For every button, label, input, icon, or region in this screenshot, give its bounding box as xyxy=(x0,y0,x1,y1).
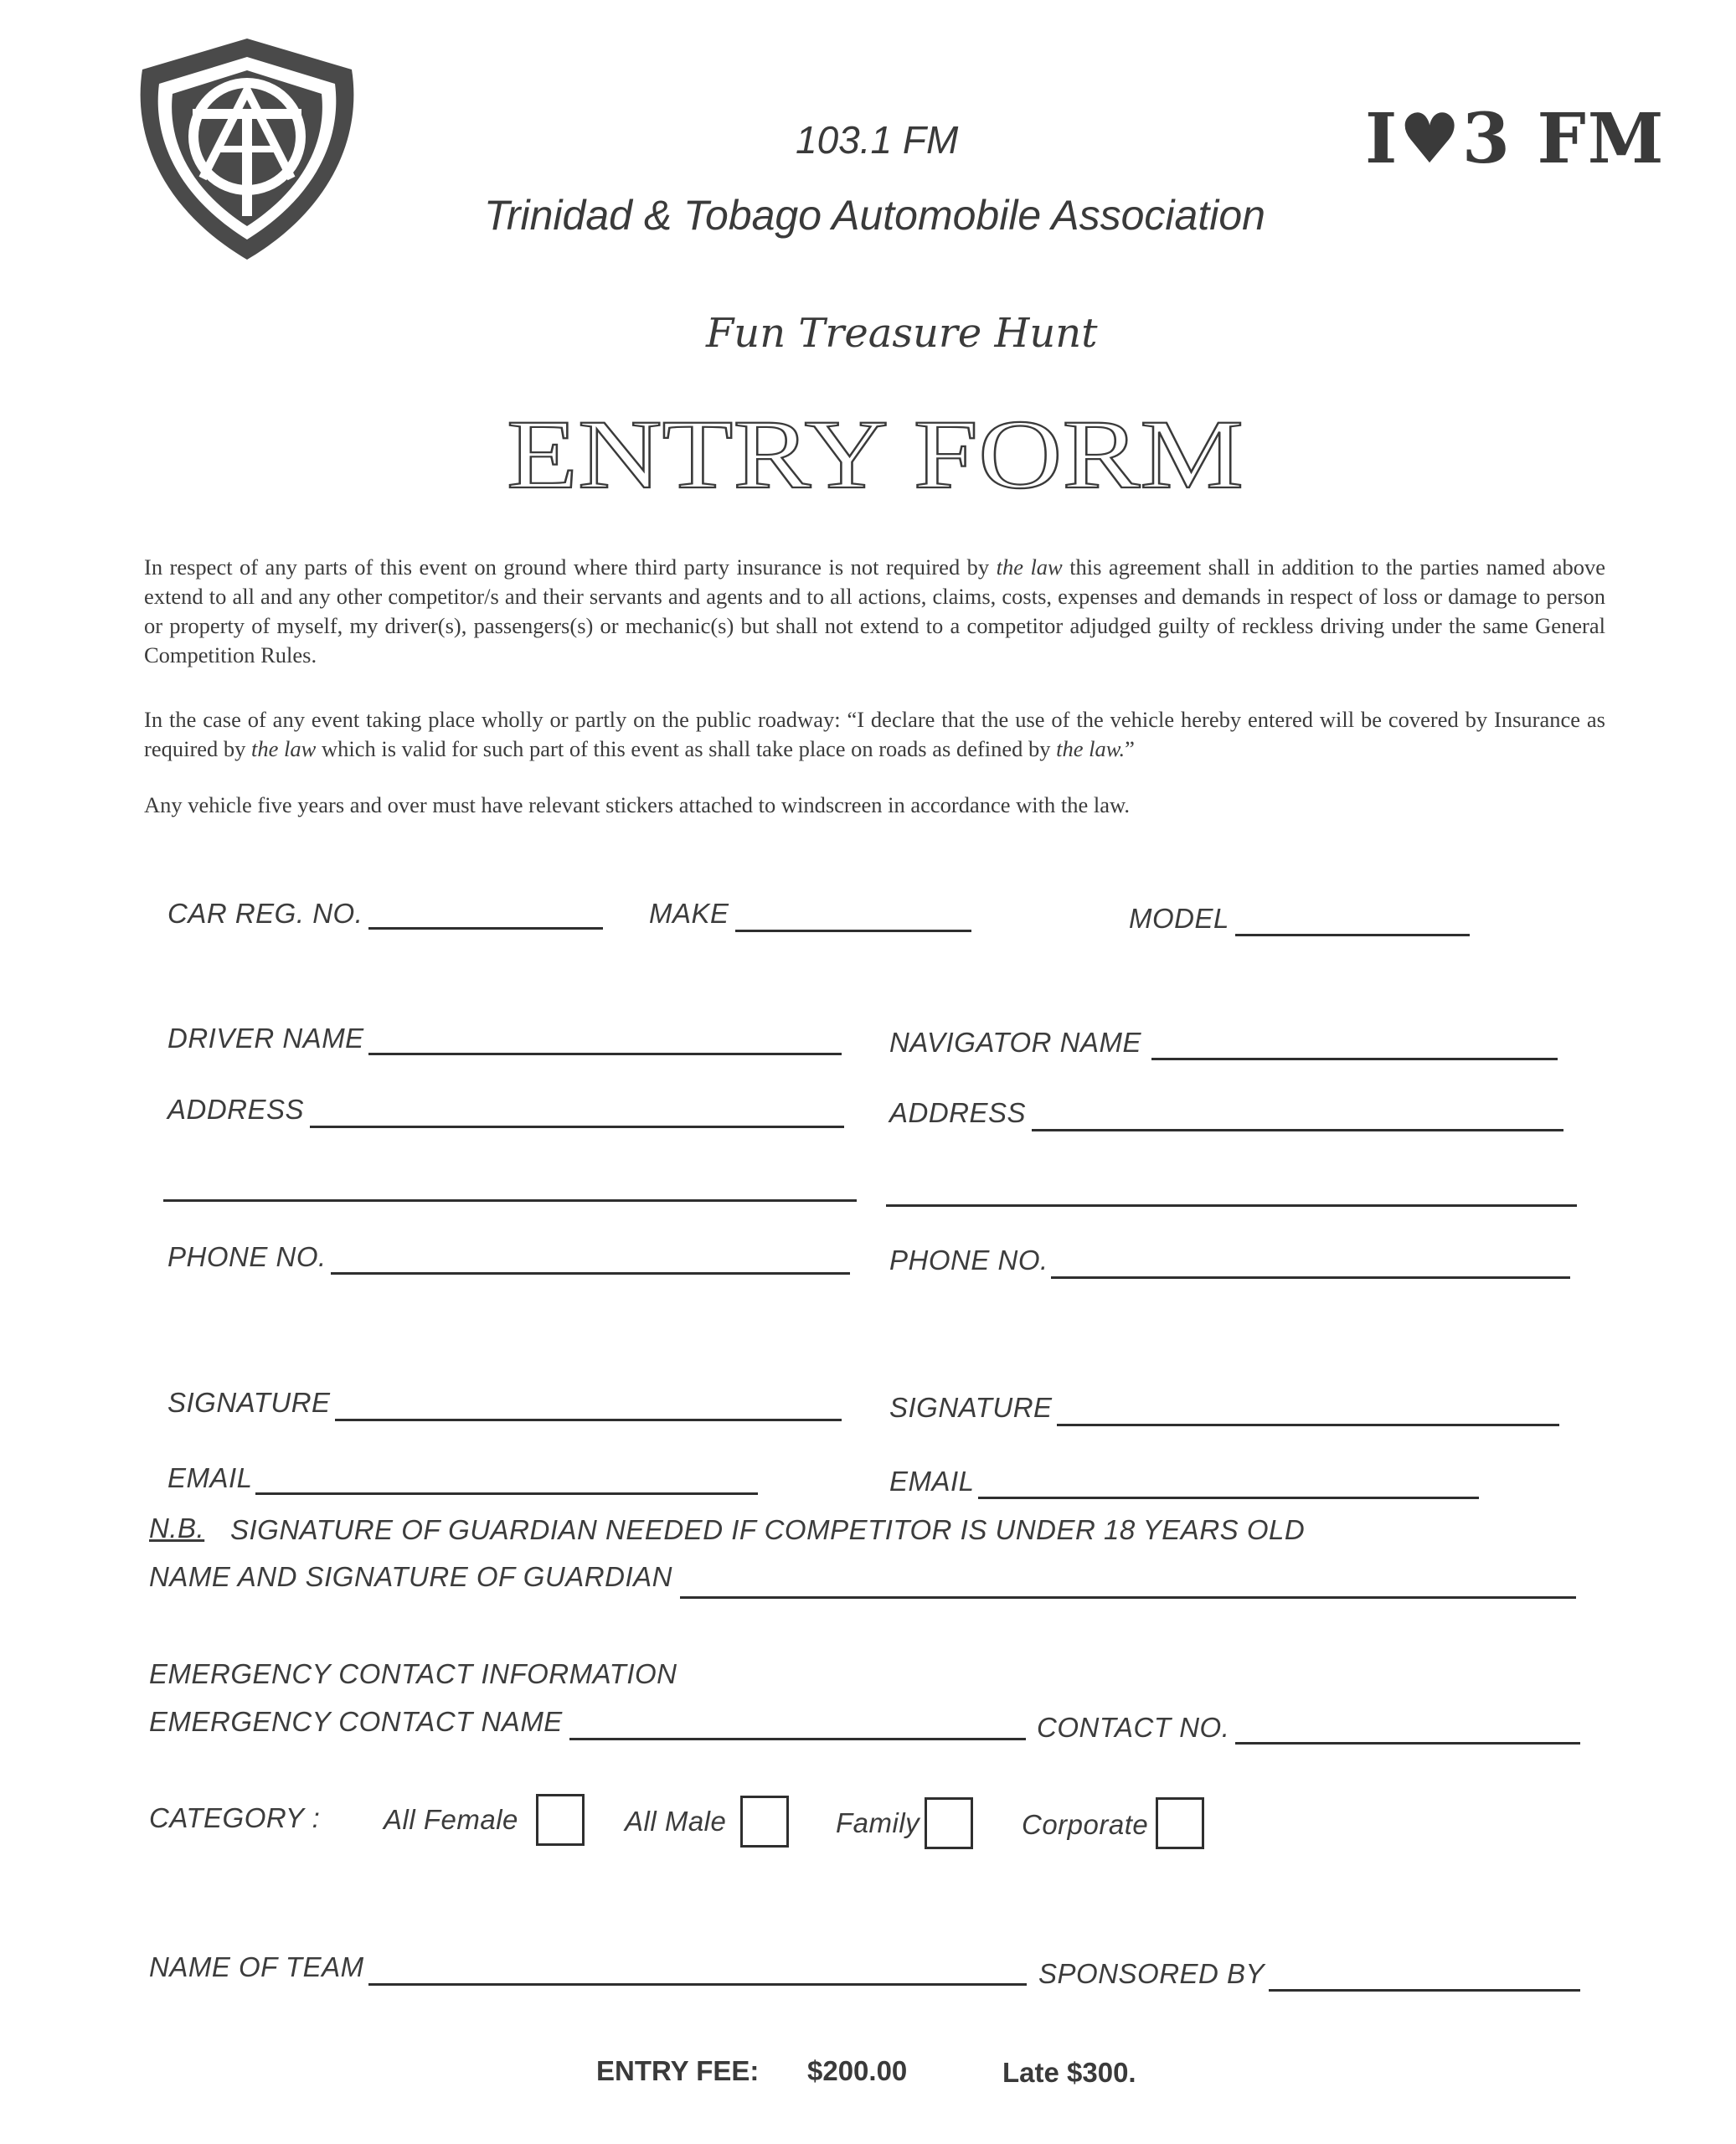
driver-name-label: DRIVER NAME xyxy=(167,1023,364,1054)
all-female-checkbox[interactable] xyxy=(536,1794,585,1846)
driver-email-label: EMAIL xyxy=(167,1462,253,1493)
station-logo: I♥3 FM xyxy=(1365,99,1666,179)
form-title-text: ENTRY FORM xyxy=(507,410,1244,502)
emergency-name-label: EMERGENCY CONTACT NAME xyxy=(149,1706,563,1737)
family-checkbox[interactable] xyxy=(925,1797,973,1849)
driver-address-line-2[interactable] xyxy=(163,1199,857,1202)
make-field[interactable] xyxy=(735,930,971,932)
driver-phone-label: PHONE NO. xyxy=(167,1241,327,1272)
navigator-address-field[interactable] xyxy=(1032,1129,1563,1131)
aa-shield-logo xyxy=(126,32,368,266)
navigator-address-label: ADDRESS xyxy=(889,1097,1027,1128)
emergency-heading: EMERGENCY CONTACT INFORMATION xyxy=(149,1658,677,1689)
driver-signature-field[interactable] xyxy=(335,1419,842,1421)
navigator-name-label: NAVIGATOR NAME xyxy=(889,1027,1142,1058)
guardian-field[interactable] xyxy=(680,1596,1576,1599)
all-male-checkbox[interactable] xyxy=(740,1796,789,1848)
model-label: MODEL xyxy=(1129,903,1229,934)
legal-paragraph-3: Any vehicle five years and over must have relevant stickers attached to windscreen in accordance with the law. xyxy=(144,792,1131,817)
event-name: Fun Treasure Hunt xyxy=(706,310,1098,357)
nb-label: N.B. xyxy=(149,1513,205,1544)
team-name-field[interactable] xyxy=(368,1983,1027,1986)
navigator-address-line-2[interactable] xyxy=(886,1204,1577,1207)
organization-name: Trinidad & Tobago Automobile Association xyxy=(484,192,1265,239)
entry-fee-amount: $200.00 xyxy=(807,2055,908,2086)
driver-phone-field[interactable] xyxy=(331,1272,850,1275)
driver-address-field[interactable] xyxy=(310,1126,844,1128)
contact-no-field[interactable] xyxy=(1235,1742,1580,1745)
car-reg-label: CAR REG. NO. xyxy=(167,898,363,929)
navigator-email-label: EMAIL xyxy=(889,1466,975,1497)
make-label: MAKE xyxy=(649,898,729,929)
corporate-label: Corporate xyxy=(1022,1809,1149,1840)
driver-address-label: ADDRESS xyxy=(167,1094,305,1125)
contact-no-label: CONTACT NO. xyxy=(1037,1712,1230,1743)
team-name-label: NAME OF TEAM xyxy=(149,1951,364,1982)
nb-text: SIGNATURE OF GUARDIAN NEEDED IF COMPETITOR IS UNDER 18 YEARS OLD xyxy=(230,1514,1306,1545)
navigator-signature-field[interactable] xyxy=(1057,1424,1559,1426)
family-label: Family xyxy=(836,1807,920,1838)
navigator-email-field[interactable] xyxy=(978,1497,1479,1499)
navigator-name-field[interactable] xyxy=(1151,1058,1558,1060)
form-title xyxy=(507,410,1244,502)
navigator-phone-label: PHONE NO. xyxy=(889,1245,1048,1276)
emergency-name-field[interactable] xyxy=(569,1738,1026,1740)
driver-signature-label: SIGNATURE xyxy=(167,1387,331,1418)
late-fee: Late $300. xyxy=(1002,2057,1136,2088)
guardian-label: NAME AND SIGNATURE OF GUARDIAN xyxy=(149,1561,672,1592)
car-reg-field[interactable] xyxy=(368,927,603,930)
sponsored-by-label: SPONSORED BY xyxy=(1038,1958,1265,1989)
navigator-signature-label: SIGNATURE xyxy=(889,1392,1053,1423)
legal-paragraph-2: In the case of any event taking place wholly or partly on the public roadway: “I declare that the use of the vehicle hereby entered will be covered by Insurance as required by the law which is valid for such part of this event as shall take place on roads as defined by the law.” xyxy=(144,707,1605,761)
corporate-checkbox[interactable] xyxy=(1156,1797,1204,1849)
driver-email-field[interactable] xyxy=(255,1492,758,1495)
driver-name-field[interactable] xyxy=(368,1053,842,1055)
model-field[interactable] xyxy=(1235,934,1470,936)
legal-paragraph-1: In respect of any parts of this event on ground where third party insurance is not required by the law this agreement shall in addition to the parties named above extend to all and any other competitor/s and their servants and agents and to all actions, claims, costs, expenses and demands in respect of loss or damage to person or property of myself, my driver(s), passengers(s) or mechanic(s) but shall not extend to a competitor adjudged guilty of reckless driving under the same General Competition Rules. xyxy=(144,554,1605,667)
category-label: CATEGORY : xyxy=(149,1802,321,1833)
entry-fee-label: ENTRY FEE: xyxy=(596,2055,760,2086)
all-male-label: All Male xyxy=(625,1806,727,1837)
all-female-label: All Female xyxy=(384,1804,518,1835)
frequency-text: 103.1 FM xyxy=(796,118,959,162)
sponsored-by-field[interactable] xyxy=(1269,1989,1580,1992)
navigator-phone-field[interactable] xyxy=(1051,1276,1570,1279)
